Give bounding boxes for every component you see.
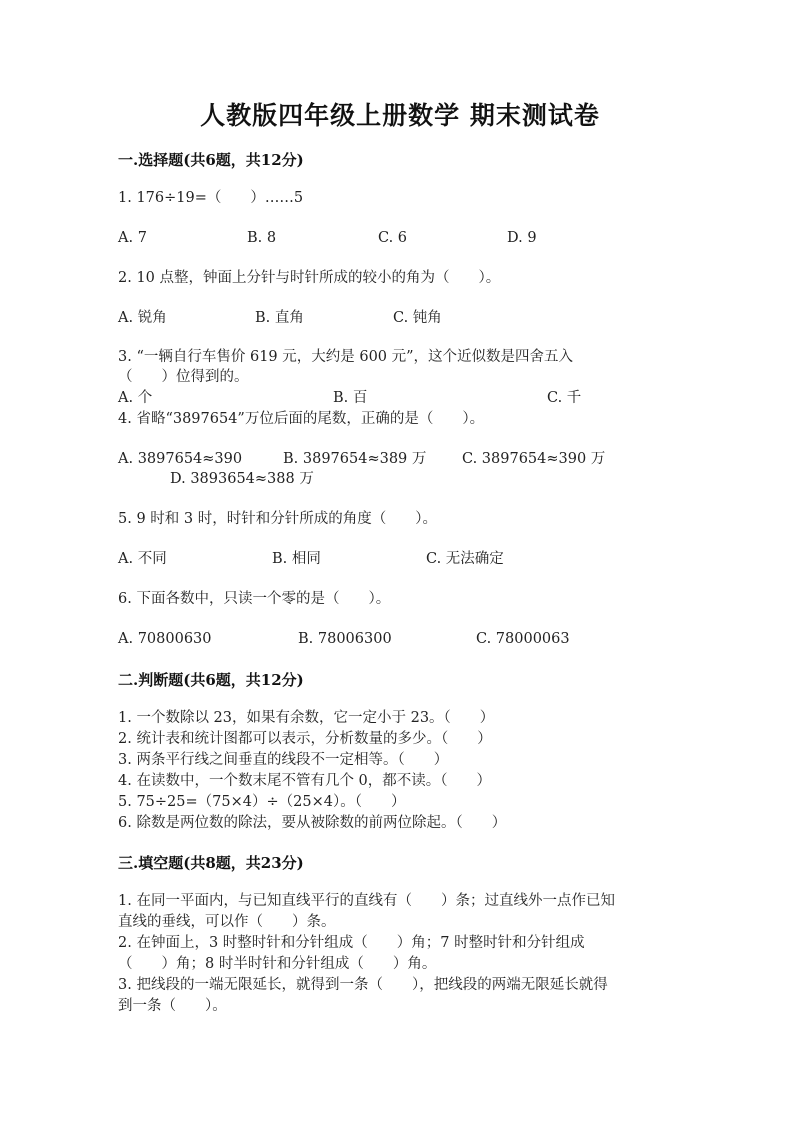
question-text: 3. 把线段的一端无限延长，就得到一条（ ），把线段的两端无限延长就得 xyxy=(118,977,608,993)
list-item: 6. 除数是两位数的除法，要从被除数的前两位除起。（ ） xyxy=(118,815,507,831)
option-b: B. 直角 xyxy=(255,310,304,326)
section-heading-fill-blank: 三.填空题(共8题，共23分) xyxy=(118,854,304,872)
option-a: A. 个 xyxy=(118,390,153,406)
option-c: C. 钝角 xyxy=(393,310,442,326)
question-text: 1. 176÷19=（ ）……5 xyxy=(118,190,304,206)
question-text: 1. 在同一平面内，与已知直线平行的直线有（ ）条；过直线外一点作已知 xyxy=(118,893,615,909)
option-c: C. 78000063 xyxy=(476,631,570,647)
option-a: A. 7 xyxy=(118,230,147,246)
option-b: B. 3897654≈389 万 xyxy=(283,451,427,467)
option-a: A. 不同 xyxy=(118,551,167,567)
option-d: D. 9 xyxy=(507,230,537,246)
option-b: B. 8 xyxy=(247,230,277,246)
option-d: D. 3893654≈388 万 xyxy=(170,471,314,487)
option-c: C. 6 xyxy=(378,230,408,246)
list-item: 5. 75÷25=（75×4）÷（25×4）。（ ） xyxy=(118,794,406,810)
option-c: C. 3897654≈390 万 xyxy=(462,451,606,467)
section-heading-judgement: 二.判断题(共6题，共12分) xyxy=(118,671,304,689)
list-item: 3. 两条平行线之间垂直的线段不一定相等。（ ） xyxy=(118,752,449,768)
option-b: B. 相同 xyxy=(272,551,321,567)
question-text-continued: （ ）位得到的。 xyxy=(118,369,249,385)
section-heading-choice: 一.选择题(共6题，共12分) xyxy=(118,151,304,169)
option-a: A. 70800630 xyxy=(118,631,212,647)
option-a: A. 3897654≈390 xyxy=(118,451,243,467)
option-a: A. 锐角 xyxy=(118,310,167,326)
question-text-continued: 直线的垂线，可以作（ ）条。 xyxy=(118,914,336,930)
question-text: 2. 10 点整，钟面上分针与时针所成的较小的角为（ ）。 xyxy=(118,270,501,286)
page-title: 人教版四年级上册数学 期末测试卷 xyxy=(200,101,600,130)
question-text: 5. 9 时和 3 时，时针和分针所成的角度（ ）。 xyxy=(118,511,437,527)
list-item: 4. 在读数中，一个数末尾不管有几个 0，都不读。（ ） xyxy=(118,773,492,789)
option-c: C. 无法确定 xyxy=(426,551,504,567)
question-text: 4. 省略“3897654”万位后面的尾数，正确的是（ ）。 xyxy=(118,411,485,427)
list-item: 2. 统计表和统计图都可以表示，分析数量的多少。（ ） xyxy=(118,731,492,747)
question-text: 6. 下面各数中，只读一个零的是（ ）。 xyxy=(118,591,391,607)
question-text: 3. “一辆自行车售价 619 元，大约是 600 元”，这个近似数是四舍五入 xyxy=(118,349,574,365)
option-b: B. 百 xyxy=(333,390,368,406)
option-c: C. 千 xyxy=(547,390,582,406)
option-b: B. 78006300 xyxy=(298,631,392,647)
question-text: 2. 在钟面上，3 时整时针和分针组成（ ）角；7 时整时针和分针组成 xyxy=(118,935,585,951)
question-text-continued: （ ）角；8 时半时针和分针组成（ ）角。 xyxy=(118,956,437,972)
list-item: 1. 一个数除以 23，如果有余数，它一定小于 23。（ ） xyxy=(118,710,495,726)
question-text-continued: 到一条（ ）。 xyxy=(118,998,227,1014)
